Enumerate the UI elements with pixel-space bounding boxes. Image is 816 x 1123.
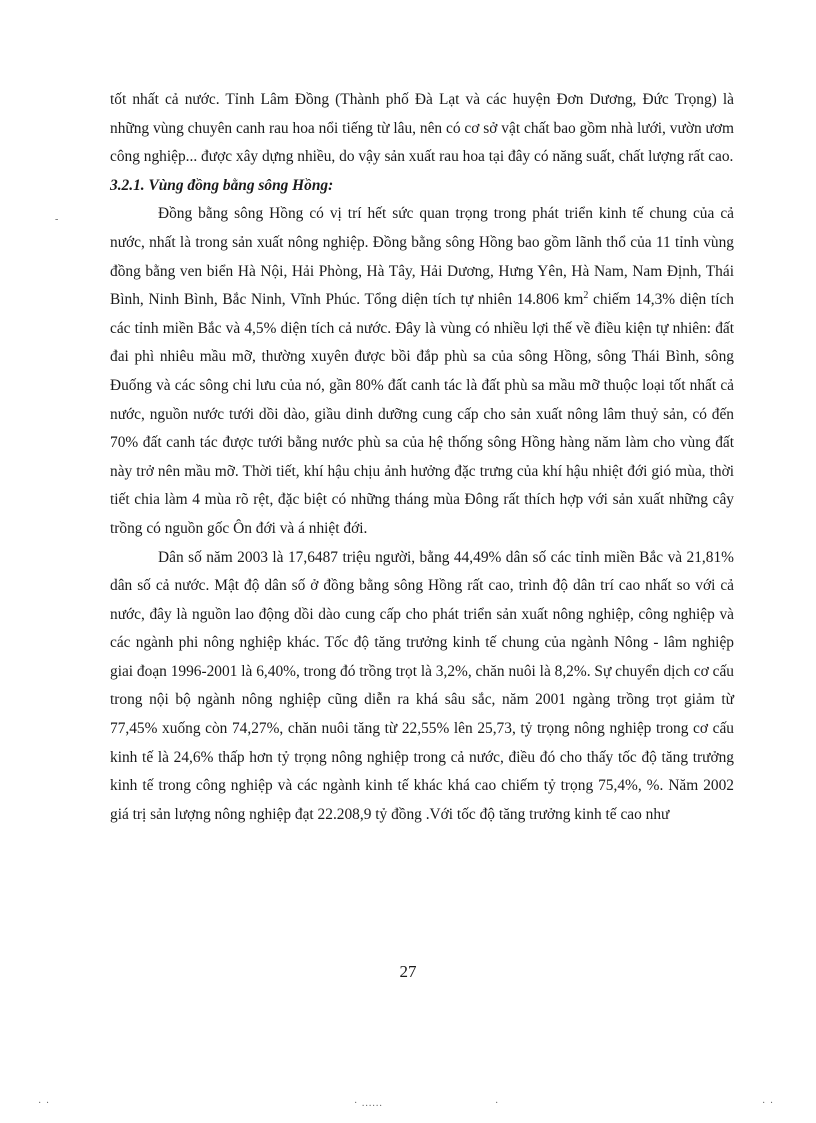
scan-artifact: · · xyxy=(762,1098,775,1109)
paragraph-text-part-2: chiếm 14,3% diện tích các tỉnh miền Bắc và 4,5% diện tích cả nước. Đây là vùng có nhiều lợi thế về điều kiện tự nhiên: đất đai phì nhiêu mầu mỡ, thường xuyên được bồi đắp phù sa của sông Hồng, sông Thái Bình, sông Đuống và các sông chi lưu của nó, gần 80% đất canh tác là đất phù sa mầu mỡ thuộc loại tốt nhất cả nước, nguồn nước tưới dồi dào, giầu dinh dưỡng cung cấp cho sản xuất nông lâm thuỷ sản, có đến 70% đất canh tác được tưới bằng nước phù sa của hệ thống sông Hồng hàng năm làm cho vùng đất này trở nên mầu mỡ. Thời tiết, khí hậu chịu ảnh hưởng đặc trưng của khí hậu nhiệt đới gió mùa, thời tiết chia làm 4 mùa rõ rệt, đặc biệt có những tháng mùa Đông rất thích hợp với sản xuất những cây trồng có nguồn gốc Ôn đới và á nhiệt đới. xyxy=(110,291,735,537)
scan-artifact: · · xyxy=(38,1098,51,1109)
scan-artifact: · ...... xyxy=(354,1098,383,1109)
document-body xyxy=(110,86,734,829)
scan-artifact: · xyxy=(495,1098,500,1109)
paragraph-population: Dân số năm 2003 là 17,6487 triệu người, bằng 44,49% dân số các tỉnh miền Bắc và 21,81% dân số cả nước. Mật độ dân số ở đồng bằng sông Hồng rất cao, trình độ dân trí cao nhất so với cả nước, đây là nguồn lao động dồi dào cung cấp cho phát triển sản xuất nông nghiệp, công nghiệp và các ngành phi nông nghiệp khác. Tốc độ tăng trưởng kinh tế chung của ngành Nông - lâm nghiệp giai đoạn 1996-2001 là 6,40%, trong đó trồng trọt là 3,2%, chăn nuôi là 8,2%. Sự chuyển dịch cơ cấu trong nội bộ ngành nông nghiệp cũng diễn ra khá sâu sắc, năm 2001 ngàng trồng trọt giảm từ 77,45% xuống còn 74,27%, chăn nuôi tăng từ 22,55% lên 25,73, tỷ trọng nông nghiệp trong cơ cấu kinh tế là 24,6% thấp hơn tỷ trọng nông nghiệp trong cả nước, điều đó cho thấy tốc độ tăng trưởng kinh tế trong công nghiệp và các ngành kinh tế khác khá cao chiếm tỷ trọng 75,4%, %. Năm 2002 giá trị sản lượng nông nghiệp đạt 22.208,9 tỷ đồng .Với tốc độ tăng trưởng kinh tế cao như xyxy=(110,548,734,823)
page-number: 27 xyxy=(399,962,417,981)
paragraph-text-part-1: Đồng bằng sông Hồng có vị trí hết sức quan trọng trong phát triển kinh tế chung của cả nước, nhất là trong sản xuất nông nghiệp. Đồng bằng sông Hồng bao gồm lãnh thổ của 11 tỉnh vùng đồng bằng ven biển Hà Nội, Hải Phòng, Hà Tây, Hải Dương, Hưng Yên, Hà Nam, Nam Định, Thái Bình, Ninh Bình, Bắc Ninh, Vĩnh Phúc. Tổng diện tích tự nhiên 14.806 km xyxy=(110,205,734,309)
paragraph-continuation: tốt nhất cả nước. Tỉnh Lâm Đồng (Thành phố Đà Lạt và các huyện Đơn Dương, Đức Trọng) là những vùng chuyên canh rau hoa nổi tiếng từ lâu, nên có cơ sở vật chất bao gồm nhà lưới, vườn ươm công nghiệp... được xây dựng nhiều, do vậy sản xuất rau hoa tại đây có năng suất, chất lượng rất cao. xyxy=(110,91,734,166)
area-unit-superscript: 2 xyxy=(583,290,589,302)
section-heading: 3.2.1. Vùng đồng bằng sông Hồng: xyxy=(110,176,334,194)
margin-tick: - xyxy=(55,214,60,225)
paragraph-region-overview xyxy=(110,200,734,543)
